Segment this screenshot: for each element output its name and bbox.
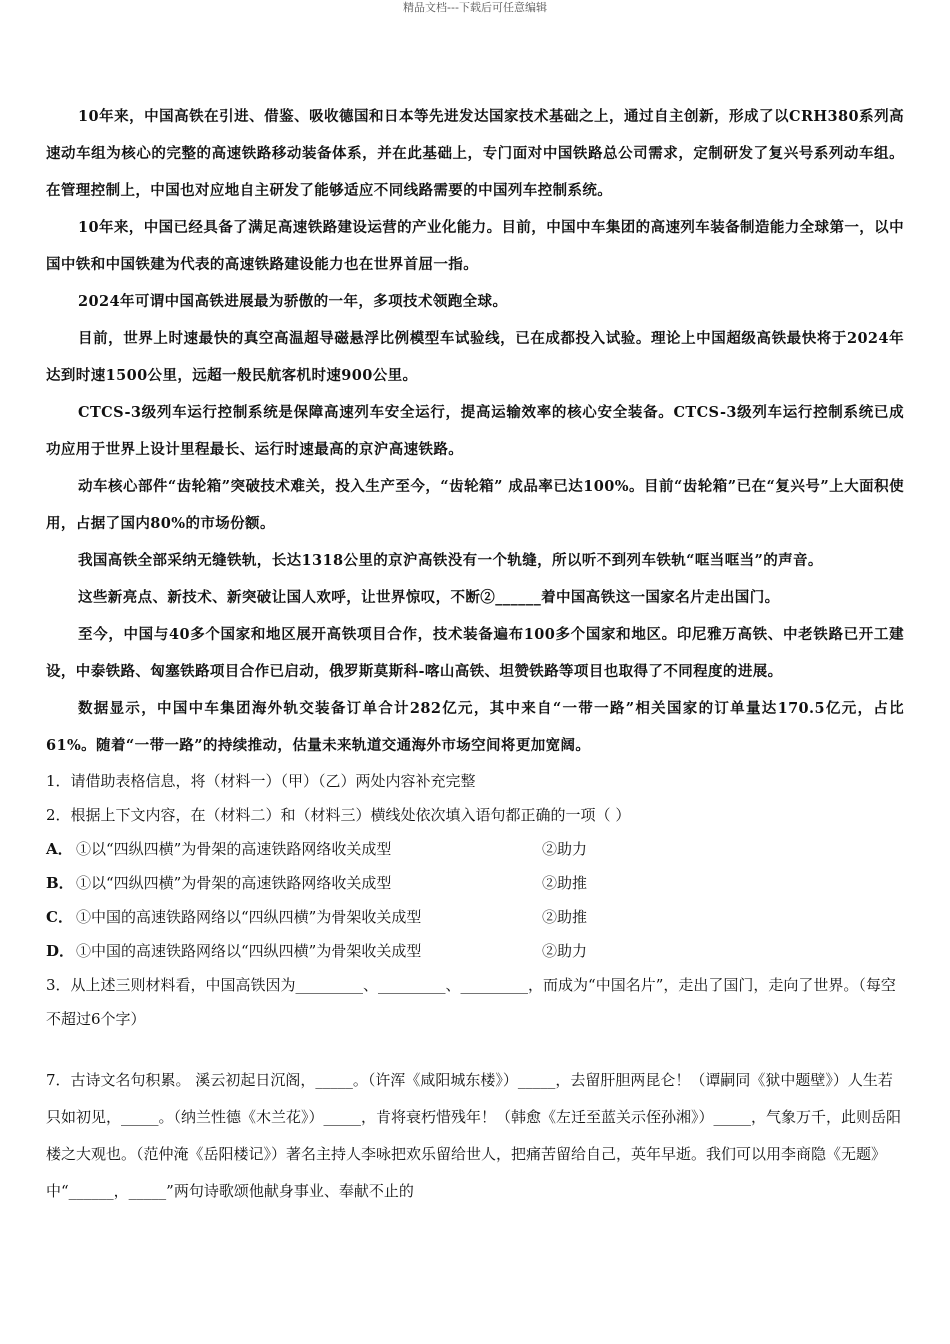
paragraph-4: 目前，世界上时速最快的真空高温超导磁悬浮比例模型车试验线，已在成都投入试验。理论上中国超级高铁最快将于2024年达到时速1500公里，远超一般民航客机时速900公里。: [46, 330, 904, 384]
paragraph-6: 动车核心部件“齿轮箱”突破技术难关，投入生产至今，“齿轮箱” 成品率已达100%。目前“齿轮箱”已在“复兴号”上大面积使用，占据了国内80%的市场份额。: [46, 478, 904, 532]
paragraph-1: 10年来，中国高铁在引进、借鉴、吸收德国和日本等先进发达国家技术基础之上，通过自主创新，形成了以CRH380系列高速动车组为核心的完整的高速铁路移动装备体系，并在此基础上，专门面对中国铁路总公司需求，定制研发了复兴号系列动车组。在管理控制上，中国也对应地自主研发了能够适应不同线路需要的中国列车控制系统。: [46, 108, 904, 199]
option-label: C．: [46, 908, 73, 926]
question-7: [46, 1062, 904, 1210]
option-d: [46, 934, 904, 968]
question-2: 2．根据上下文内容，在（材料二）和（材料三）横线处依次填入语句都正确的一项（ ）: [46, 806, 631, 824]
option-label: B．: [46, 874, 74, 892]
paragraph-9: 至今，中国与40多个国家和地区展开高铁项目合作，技术装备遍布100多个国家和地区。印尼雅万高铁、中老铁路已开工建设，中泰铁路、匈塞铁路项目合作已启动，俄罗斯莫斯科-喀山高铁、坦赞铁路等项目也取得了不同程度的进展。: [46, 626, 904, 680]
option-text-2: ②助推: [542, 908, 588, 926]
paragraph-5: CTCS-3级列车运行控制系统是保障高速列车安全运行，提高运输效率的核心安全装备。CTCS-3级列车运行控制系统已成功应用于世界上设计里程最长、运行时速最高的京沪高速铁路。: [46, 404, 904, 458]
question-1: 1．请借助表格信息，将（材料一）（甲）（乙）两处内容补充完整: [46, 772, 476, 790]
option-a: [46, 832, 904, 866]
paragraph-3: 2024年可谓中国高铁进展最为骄傲的一年，多项技术领跑全球。: [78, 293, 508, 310]
option-label: A．: [46, 840, 73, 858]
question-3: 3．从上述三则材料看，中国高铁因为_________、_________、_________，而成为“中国名片”，走出了国门，走向了世界。（每空不超过6个字）: [46, 976, 896, 1028]
paragraph-8: 这些新亮点、新技术、新突破让国人欢呼，让世界惊叹，不断②______着中国高铁这一国家名片走出国门。: [78, 589, 780, 606]
document-body: [46, 98, 904, 1210]
option-text-1: ①以“四纵四横”为骨架的高速铁路网络收关成型: [76, 874, 392, 892]
option-b: [46, 866, 904, 900]
option-label: D．: [46, 942, 75, 960]
question-7-text: 7．古诗文名句积累。 溪云初起日沉阁，_____。（许浑《咸阳城东楼》）_____，去留肝胆两昆仑！（谭嗣同《狱中题壁》）人生若只如初见，_____。（纳兰性德《木兰花》）_____，肯将衰朽惜残年！（韩愈《左迁至蓝关示侄孙湘》）_____，气象万千，此则岳阳楼之大观也。（范仲淹《岳阳楼记》）著名主持人李咏把欢乐留给世人，把痛苦留给自己，英年早逝。我们可以用李商隐《无题》中“______，_____”两句诗歌颂他献身事业、奉献不止的: [46, 1071, 902, 1200]
paragraph-10: 数据显示，中国中车集团海外轨交装备订单合计282亿元，其中来自“一带一路”相关国家的订单量达170.5亿元，占比61%。随着“一带一路”的持续推动，估量未来轨道交通海外市场空间将更加宽阔。: [46, 700, 904, 754]
option-text-1: ①中国的高速铁路网络以“四纵四横”为骨架收关成型: [76, 908, 422, 926]
option-text-2: ②助力: [542, 942, 588, 960]
option-c: [46, 900, 904, 934]
paragraph-2: 10年来，中国已经具备了满足高速铁路建设运营的产业化能力。目前，中国中车集团的高速列车装备制造能力全球第一，以中国中铁和中国铁建为代表的高速铁路建设能力也在世界首屈一指。: [46, 219, 904, 273]
paragraph-7: 我国高铁全部采纳无缝铁轨，长达1318公里的京沪高铁没有一个轨缝，所以听不到列车铁轨“哐当哐当”的声音。: [78, 552, 823, 569]
page-header: 精品文档---下载后可任意编辑: [403, 1, 547, 14]
option-text-2: ②助推: [542, 874, 588, 892]
option-text-1: ①以“四纵四横”为骨架的高速铁路网络收关成型: [76, 840, 392, 858]
option-text-2: ②助力: [542, 840, 588, 858]
option-text-1: ①中国的高速铁路网络以“四纵四横”为骨架收关成型: [76, 942, 422, 960]
